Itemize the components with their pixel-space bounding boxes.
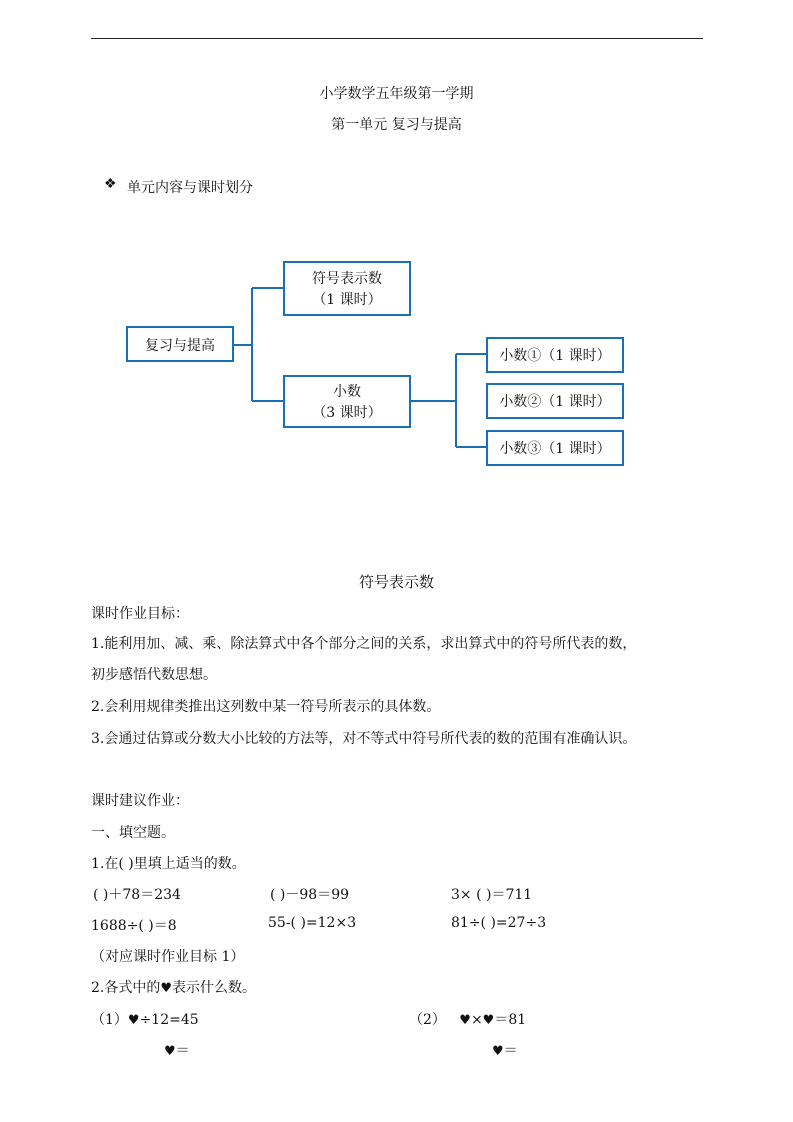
heart-icon: ♥ <box>127 1013 140 1028</box>
sub3-label: 小数③（1 课时） <box>499 441 611 457</box>
q1-item-3: 3× ( )＝711 <box>451 887 533 903</box>
q2-part-b <box>409 1009 526 1029</box>
goals-label: 课时作业目标： <box>91 606 189 622</box>
branch2-line2: （3 课时） <box>312 405 382 421</box>
q2-part-a <box>91 1009 199 1029</box>
q2-b-label: （2） <box>409 1012 446 1028</box>
section-bullet-icon: ❖ <box>104 176 117 192</box>
homework-label: 课时建议作业： <box>91 793 189 809</box>
q1-item-2: ( )－98＝99 <box>270 887 350 903</box>
q2-title-pre: 2.各式中的 <box>91 980 161 996</box>
section-fill-blank: 一、填空题。 <box>91 825 175 841</box>
branch2-line1: 小数 <box>333 384 361 400</box>
lesson-title: 符号表示数 <box>358 573 434 591</box>
goal-1-line-1: 1.能利用加、减、乘、除法算式中各个部分之间的关系，求出算式中的符号所代表的数， <box>91 636 637 652</box>
goal-1-line-2: 初步感悟代数思想。 <box>91 667 217 683</box>
heart-icon: ♥ <box>492 1044 504 1059</box>
page-title: 小学数学五年级第一学期 <box>319 86 474 102</box>
heart-icon: ♥ <box>459 1013 471 1028</box>
q2-a-answer <box>164 1040 190 1060</box>
question-1-title: 1.在( )里填上适当的数。 <box>91 856 246 872</box>
q2-a-expr: ÷12=45 <box>139 1012 199 1028</box>
branch1-line1: 符号表示数 <box>312 271 382 287</box>
q2-a-label: （1） <box>91 1012 128 1028</box>
sub2-label: 小数②（1 课时） <box>499 394 611 410</box>
root-label: 复习与提高 <box>145 338 215 354</box>
section-heading: 单元内容与课时划分 <box>127 180 253 196</box>
q1-item-6: 81÷( )=27÷3 <box>451 915 547 931</box>
heart-icon: ♥ <box>164 1044 176 1059</box>
q2-title-post: 表示什么数。 <box>172 980 257 996</box>
q1-item-1: ( )＋78＝234 <box>93 887 181 903</box>
q2-b-answer <box>492 1040 518 1060</box>
question-2-title <box>91 977 256 997</box>
sub1-label: 小数①（1 课时） <box>499 348 611 364</box>
heart-icon: ♥ <box>482 1013 495 1028</box>
q1-item-4: 1688÷( )＝8 <box>91 918 177 934</box>
unit-structure-diagram <box>0 0 793 560</box>
goal-2: 2.会利用规律类推出这列数中某一符号所表示的具体数。 <box>91 699 441 715</box>
q2-b-equals: ＝ <box>503 1043 518 1059</box>
heart-icon: ♥ <box>160 981 173 996</box>
q2-a-equals: ＝ <box>175 1043 190 1059</box>
goal-3: 3.会通过估算或分数大小比较的方法等，对不等式中符号所代表的数的范围有准确认识。 <box>91 731 637 747</box>
unit-title: 第一单元 复习与提高 <box>331 117 462 133</box>
branch1-line2: （1 课时） <box>312 292 382 308</box>
q1-note: （对应课时作业目标 1） <box>91 949 245 965</box>
q2-b-expr: ＝81 <box>494 1012 527 1028</box>
q2-b-mid: × <box>470 1012 483 1028</box>
q1-item-5: 55-( )=12×3 <box>268 915 357 931</box>
